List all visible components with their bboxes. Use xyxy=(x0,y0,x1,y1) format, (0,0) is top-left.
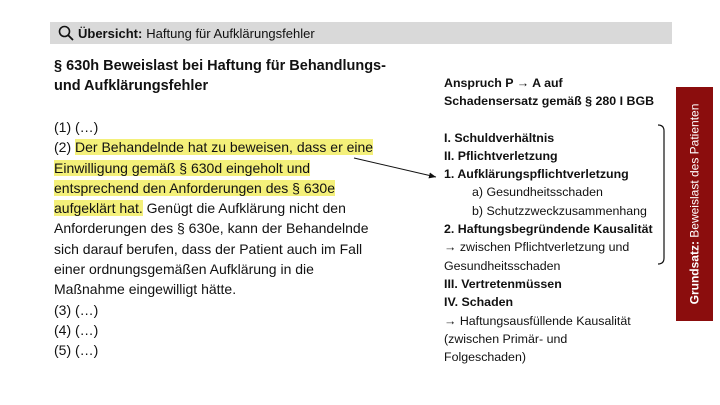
paragraph-2-line-5: Anforderungen des § 630e, kann der Behandelnde xyxy=(54,220,369,237)
principle-sidebar xyxy=(676,87,713,321)
paragraph-2-line-4: aufgeklärt hat. Genügt die Aufklärung nicht den xyxy=(54,200,346,217)
highlight: Einwilligung gemäß § 630d eingeholt und xyxy=(54,159,311,176)
overview-label: Übersicht: xyxy=(78,25,143,41)
paragraph-3: (3) (…) xyxy=(54,301,99,318)
heading-line-2: und Aufklärungsfehler xyxy=(54,78,209,94)
outline-item: a) Gesundheitsschaden xyxy=(472,185,603,200)
paragraph-2-line-7: einer ordnungsgemäßen Aufklärung in die xyxy=(54,261,314,278)
outline-item: IV. Schaden xyxy=(444,295,514,310)
bracket xyxy=(658,125,664,264)
paragraph-5: (5) (…) xyxy=(54,342,99,359)
outline-item: Folgeschaden) xyxy=(444,350,526,365)
paragraph-2-line-6: sich darauf berufen, dass der Patient auch im Fall xyxy=(54,240,363,257)
outline-item: → Haftungsausfüllende Kausalität xyxy=(444,313,631,328)
outline-item: I. Schuldverhältnis xyxy=(444,130,555,145)
outline-item: III. Vertretenmüssen xyxy=(444,276,562,291)
claim-title-line-2: Schadensersatz gemäß § 280 I BGB xyxy=(444,94,655,109)
connector-arrow xyxy=(354,158,436,177)
arrow-icon: → xyxy=(516,76,530,90)
highlight: Der Behandelnde hat zu beweisen, dass er eine xyxy=(75,139,374,156)
paragraph-4: (4) (…) xyxy=(54,321,99,338)
highlight: entsprechend den Anforderungen des § 630e xyxy=(54,179,336,196)
paragraph-2-line-8: Maßnahme eingewilligt hätte. xyxy=(54,281,237,298)
sidebar-text: Grundsatz: Beweislast des Patienten xyxy=(687,103,702,305)
outline-item: (zwischen Primär- und xyxy=(444,331,568,346)
outline-item: 2. Haftungsbegründende Kausalität xyxy=(444,222,653,237)
outline-item: b) Schutzzweckzusammenhang xyxy=(472,203,647,218)
paragraph-1: (1) (…) xyxy=(54,119,99,135)
highlight: aufgeklärt hat. xyxy=(54,200,143,217)
paragraph-2-line-1: (2) Der Behandelnde hat zu beweisen, dass er eine xyxy=(54,139,374,156)
outline-item: 1. Aufklärungspflichtverletzung xyxy=(444,167,629,182)
heading-line-1: § 630h Beweislast bei Haftung für Behandlungs- xyxy=(54,58,386,74)
outline-item: Gesundheitsschaden xyxy=(444,258,561,273)
outline-item: → zwischen Pflichtverletzung und xyxy=(444,240,630,255)
overview-text: Haftung für Aufklärungsfehler xyxy=(146,25,315,41)
outline-item: II. Pflichtverletzung xyxy=(444,148,558,163)
claim-title-line-1: Anspruch P → A auf xyxy=(444,76,563,90)
